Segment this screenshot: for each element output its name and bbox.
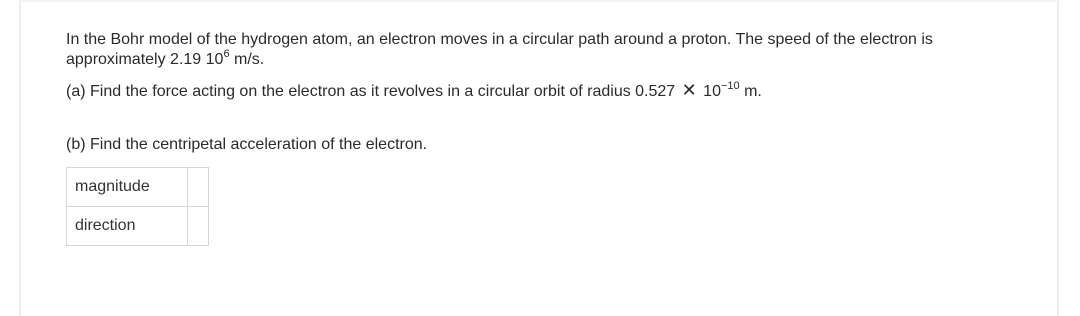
question-content — [66, 30, 1026, 246]
question-card — [19, 0, 1059, 316]
radius-base: 10 — [698, 83, 721, 100]
radius-exponent: −10 — [720, 79, 740, 92]
magnitude-label: magnitude — [67, 168, 188, 207]
magnitude-input-cell[interactable] — [188, 168, 209, 207]
direction-row — [67, 207, 209, 246]
part-b-question: (b) Find the centripetal acceleration of the electron. — [66, 136, 428, 153]
speed-exponent: 6 — [223, 47, 230, 60]
times-symbol: ✕ — [681, 80, 697, 100]
direction-input-cell[interactable] — [188, 207, 209, 246]
magnitude-input[interactable] — [188, 169, 204, 205]
problem-intro-text: In the Bohr model of the hydrogen atom, an electron moves in a circular path around a proton. The speed of the electron is approximately 2.19 10 — [66, 31, 933, 68]
answer-table — [66, 167, 209, 246]
part-a-question — [66, 80, 1026, 102]
part-a-text: (a) Find the force acting on the electron as it revolves in a circular orbit of radius 0.527 — [66, 83, 680, 100]
radius-unit: m. — [739, 83, 762, 100]
magnitude-row — [67, 168, 209, 207]
direction-label: direction — [67, 207, 188, 246]
speed-unit: m/s. — [229, 51, 265, 68]
problem-statement — [66, 30, 1026, 70]
direction-input[interactable] — [188, 208, 204, 244]
